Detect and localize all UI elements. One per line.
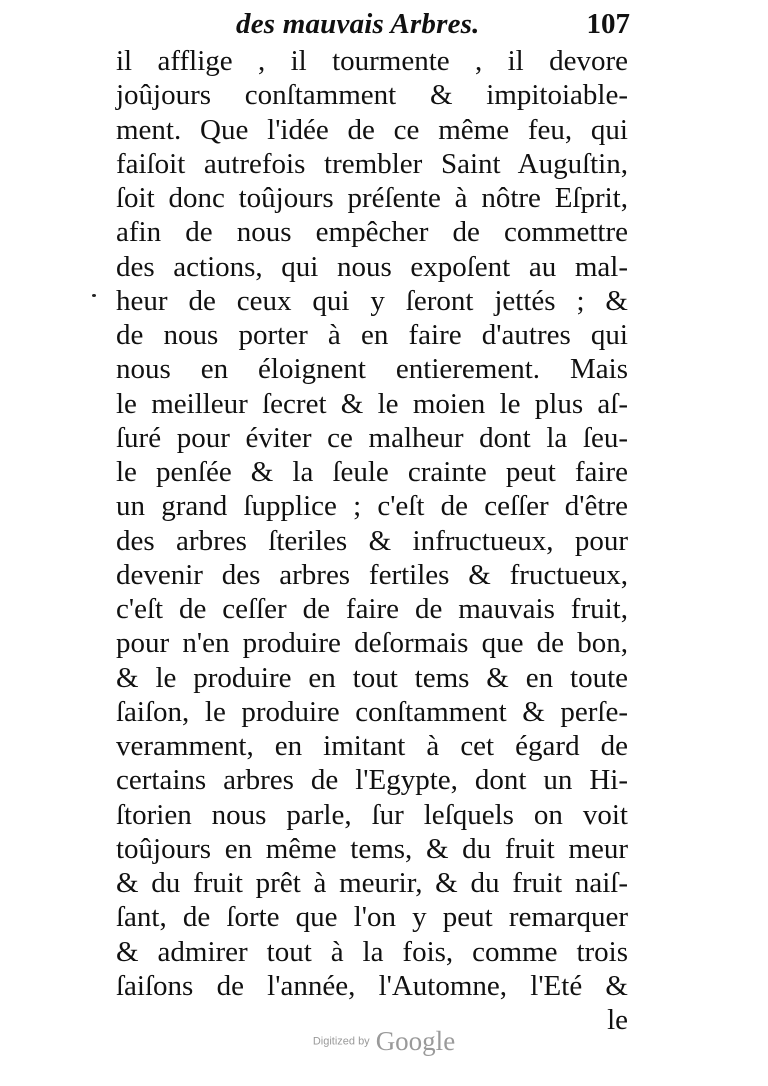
- running-head: [118, 8, 630, 48]
- text-line: afin de nous empêcher de commettre: [116, 216, 628, 249]
- text-line: de nous porter à en faire d'autres qui: [116, 319, 628, 351]
- body-text: [116, 44, 628, 1037]
- text-line: & le produire en tout tems & en toute: [116, 661, 628, 694]
- text-line: ſaiſon, le produire conſtamment & perſe-: [116, 695, 628, 728]
- text-line: un grand ſupplice ; c'eſt de ceſſer d'être: [116, 490, 628, 523]
- text-line: le penſée & la ſeule crainte peut faire: [116, 456, 628, 488]
- text-line: & admirer tout à la fois, comme trois: [116, 935, 628, 968]
- text-line: joûjours conſtamment & impitoiable-: [116, 79, 628, 112]
- text-line: devenir des arbres fertiles & fructueux,: [116, 558, 628, 591]
- text-line: heur de ceux qui y ſeront jettés ; &: [116, 284, 628, 317]
- text-line: il afflige , il tourmente , il devore: [116, 45, 628, 77]
- text-line: ſtorien nous parle, ſur leſquels on voit: [116, 798, 628, 831]
- text-line: c'eſt de ceſſer de faire de mauvais fruit,: [116, 593, 628, 625]
- page-number: 107: [586, 8, 630, 40]
- text-line: des arbres ſteriles & infructueux, pour: [116, 524, 628, 557]
- text-line: & du fruit prêt à meurir, & du fruit naiſ-: [116, 867, 628, 899]
- text-line: pour n'en produire deſormais que de bon,: [116, 627, 628, 660]
- text-line: ſaiſons de l'année, l'Automne, l'Eté &: [116, 969, 628, 1002]
- google-logo: Google: [375, 1026, 456, 1056]
- text-line: ment. Que l'idée de ce même feu, qui: [116, 113, 628, 146]
- text-line: toûjours en même tems, & du fruit meur: [116, 832, 628, 865]
- margin-mark: [92, 294, 96, 297]
- digitized-by-label: Digitized by: [312, 1035, 370, 1048]
- text-line: veramment, en imitant à cet égard de: [116, 730, 628, 762]
- text-line: des actions, qui nous expoſent au mal-: [116, 250, 628, 283]
- running-title: des mauvais Arbres.: [236, 8, 480, 40]
- text-line: ſuré pour éviter ce malheur dont la ſeu-: [116, 421, 628, 454]
- text-line: certains arbres de l'Egypte, dont un Hi-: [116, 764, 628, 797]
- digitization-watermark: [0, 1026, 768, 1057]
- text-line: le meilleur ſecret & le moien le plus aſ-: [116, 387, 628, 420]
- text-line: faiſoit autrefois trembler Saint Auguſtin,: [116, 147, 628, 180]
- text-line: nous en éloignent entierement. Mais: [116, 353, 628, 386]
- catchword: le: [607, 1004, 628, 1036]
- text-line: ſoit donc toûjours préſente à nôtre Eſprit,: [116, 182, 628, 214]
- text-line: ſant, de ſorte que l'on y peut remarquer: [116, 901, 628, 934]
